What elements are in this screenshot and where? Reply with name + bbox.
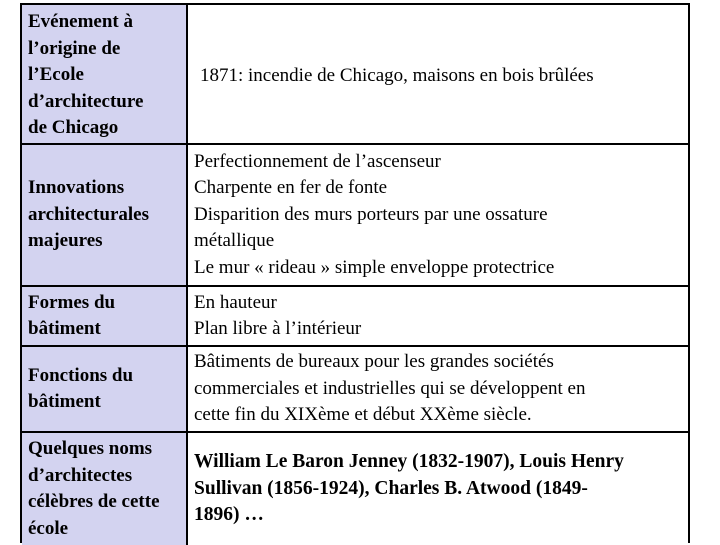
row-content-forms bbox=[188, 287, 688, 345]
label-line: l’Ecole bbox=[28, 64, 84, 85]
row-content-architects bbox=[188, 433, 688, 545]
label-line: célèbres de cette bbox=[28, 491, 160, 512]
label-line: l’origine de bbox=[28, 37, 121, 59]
label-line: bâtiment bbox=[28, 391, 101, 412]
content-line: 1896) … bbox=[194, 504, 264, 525]
label-line: école bbox=[28, 517, 69, 539]
label-line: d’architecture bbox=[28, 90, 144, 112]
label-line: Innovations bbox=[28, 177, 125, 199]
table-row-event bbox=[22, 5, 688, 145]
table-row-functions bbox=[22, 347, 688, 433]
content-line: Plan libre à l’intérieur bbox=[194, 318, 362, 339]
content-line: William Le Baron Jenney (1832-1907), Louis Henry bbox=[194, 451, 624, 472]
content-line: Charpente en fer de fonte bbox=[194, 177, 388, 199]
content-line: Perfectionnement de l’ascenseur bbox=[194, 150, 441, 172]
label-line: Quelques noms bbox=[28, 438, 153, 459]
content-line: 1871: incendie de Chicago, maisons en bois brûlées bbox=[200, 65, 594, 86]
content-line: Disparition des murs porteurs par une ossature bbox=[194, 203, 548, 225]
row-content-event bbox=[188, 5, 688, 143]
row-content-innovations bbox=[188, 145, 688, 285]
label-line: architecturales bbox=[28, 203, 149, 225]
label-line: d’architectes bbox=[28, 464, 133, 486]
content-line: cette fin du XIXème et début XXème siècle. bbox=[194, 404, 532, 426]
label-line: Fonctions du bbox=[28, 364, 134, 386]
row-header-functions bbox=[22, 347, 188, 431]
label-line: majeures bbox=[28, 230, 103, 252]
content-line: Le mur « rideau » simple enveloppe protectrice bbox=[194, 256, 555, 278]
table-row-innovations bbox=[22, 145, 688, 287]
content-line: Bâtiments de bureaux pour les grandes sociétés bbox=[194, 351, 554, 373]
row-header-forms bbox=[22, 287, 188, 345]
content-line: commerciales et industrielles qui se développent en bbox=[194, 377, 586, 399]
row-header-architects bbox=[22, 433, 188, 545]
row-header-event bbox=[22, 5, 188, 143]
row-header-innovations bbox=[22, 145, 188, 285]
content-line: métallique bbox=[194, 230, 275, 252]
label-line: de Chicago bbox=[28, 117, 119, 138]
table-row-architects bbox=[22, 433, 688, 545]
content-line: Sullivan (1856-1924), Charles B. Atwood (1849- bbox=[194, 477, 588, 499]
label-line: bâtiment bbox=[28, 318, 101, 339]
label-line: Evénement à bbox=[28, 11, 134, 32]
table-row-forms bbox=[22, 287, 688, 347]
architecture-table bbox=[20, 3, 690, 543]
row-content-functions bbox=[188, 347, 688, 431]
label-line: Formes du bbox=[28, 291, 116, 313]
content-line: En hauteur bbox=[194, 291, 277, 313]
